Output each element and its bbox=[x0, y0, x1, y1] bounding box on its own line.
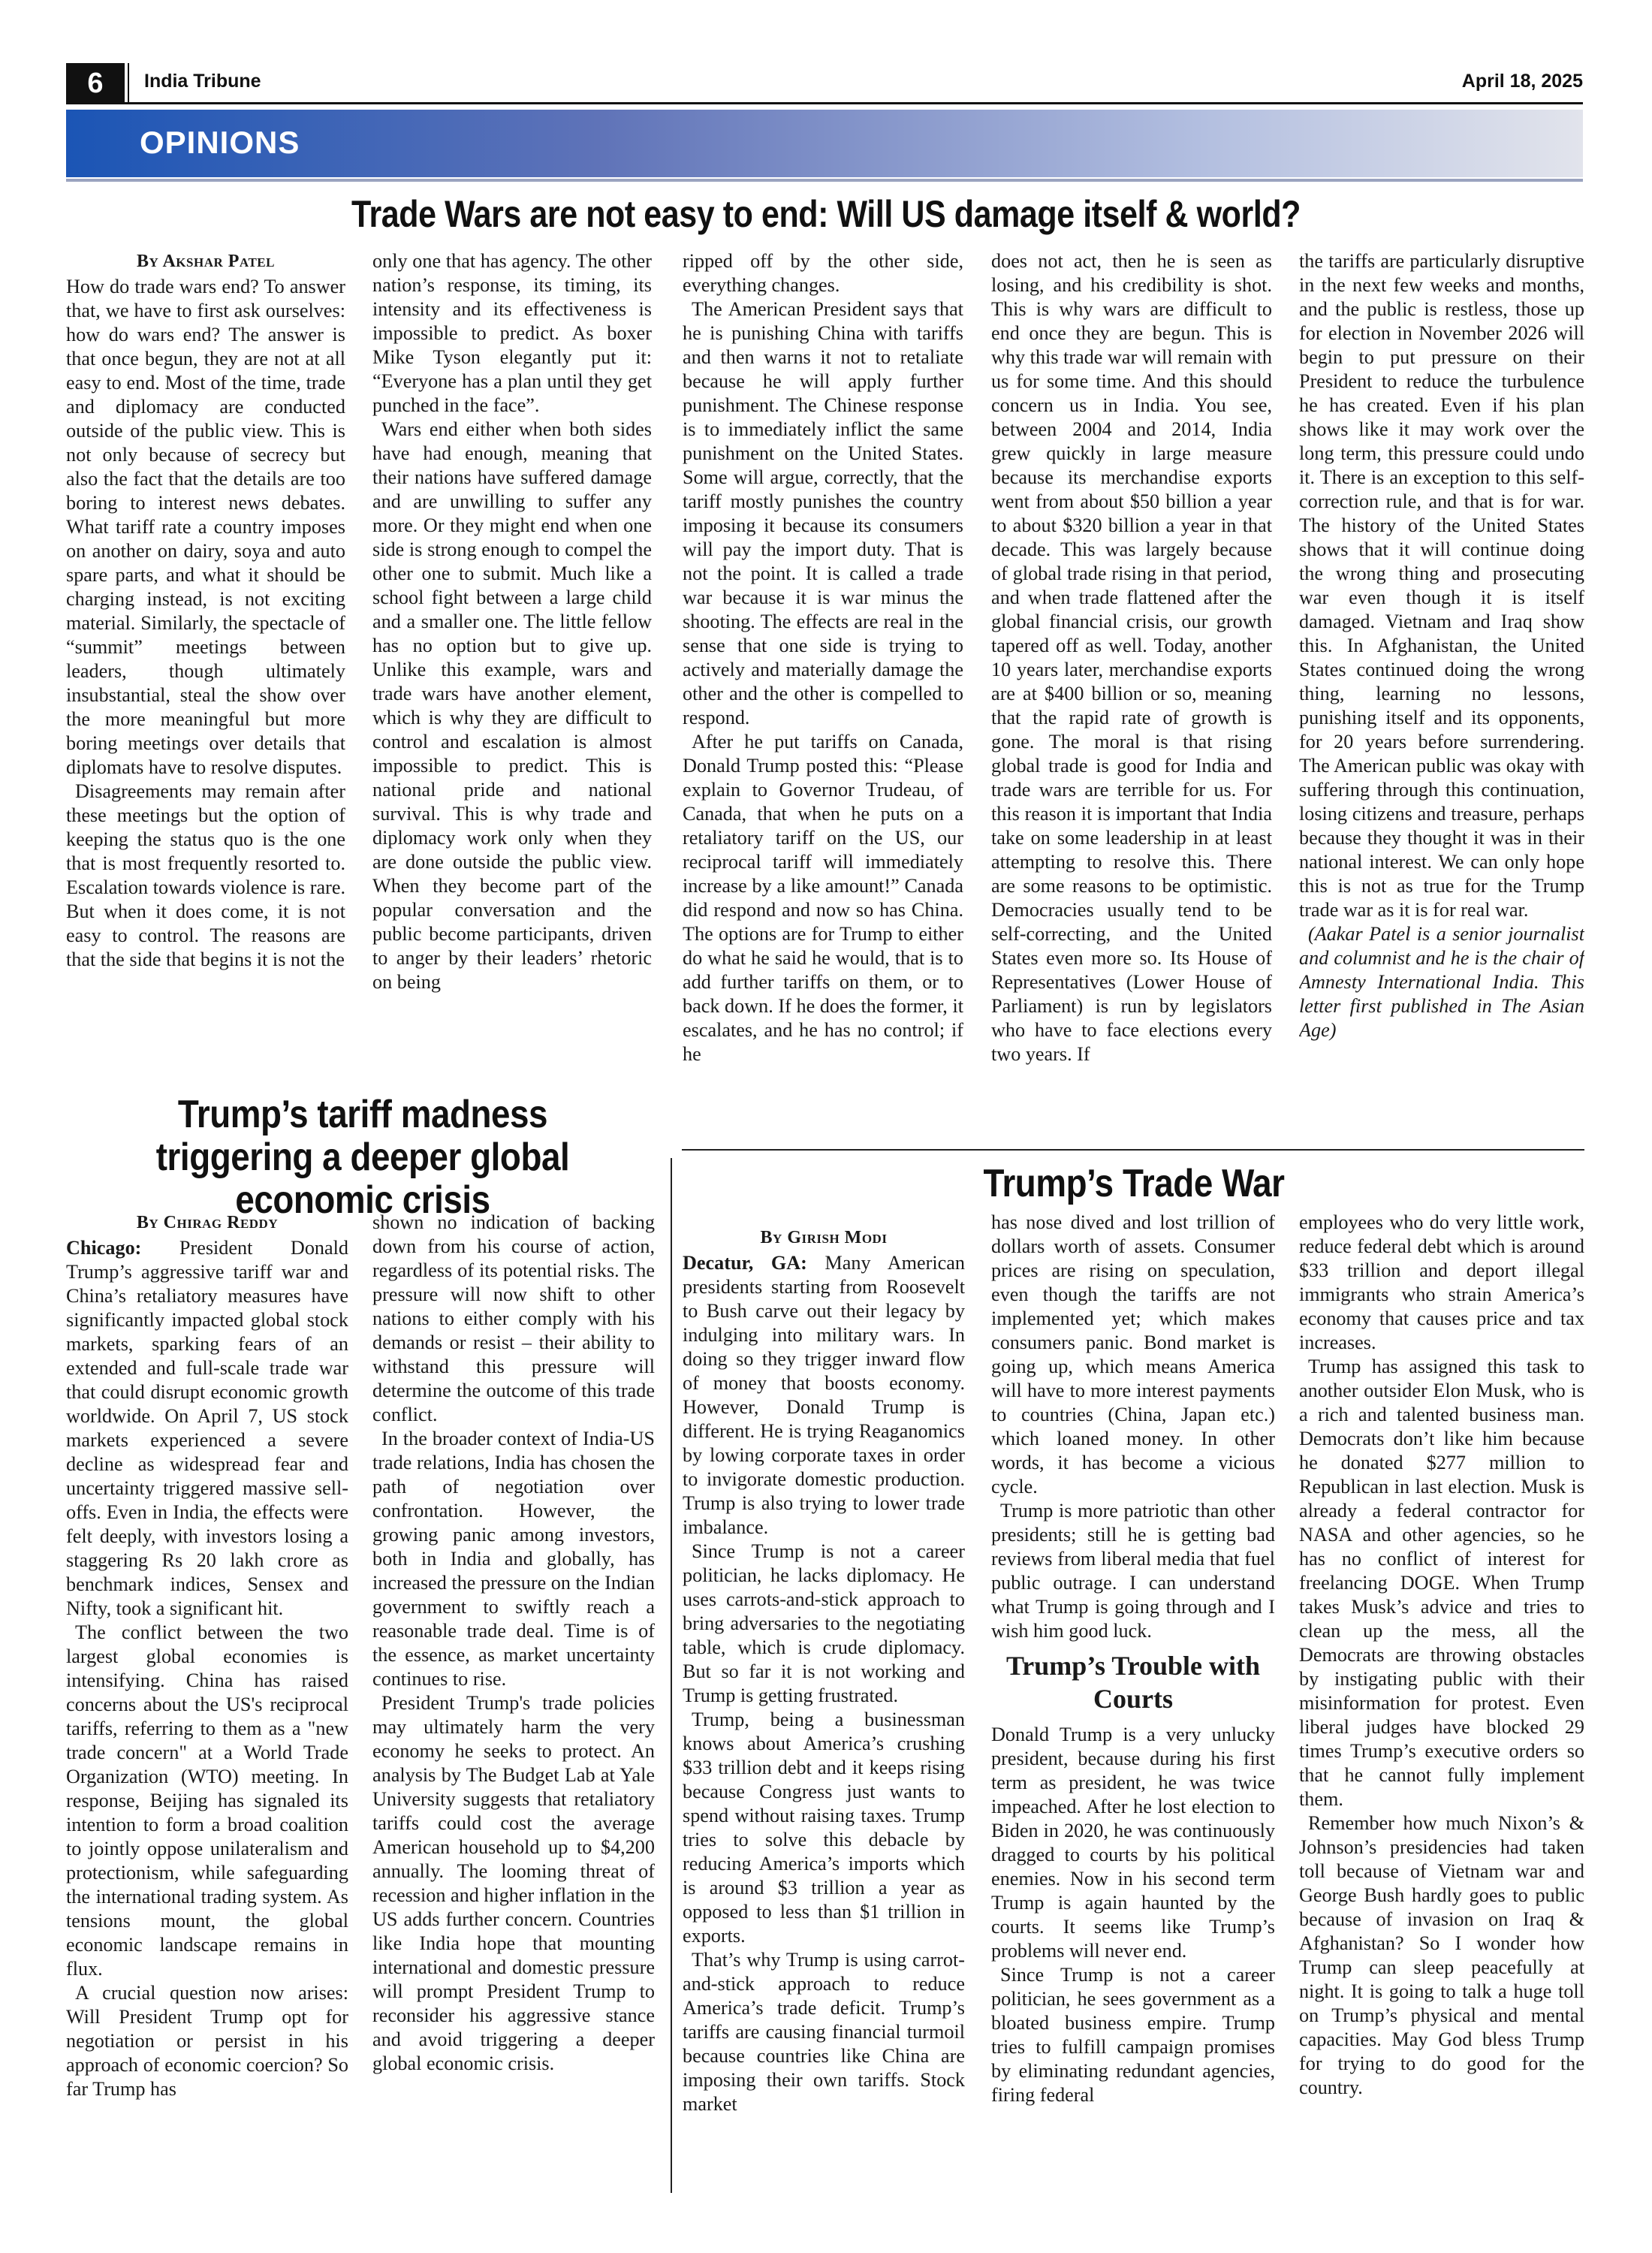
page-number: 6 bbox=[66, 63, 125, 104]
article1-byline: By Akshar Patel bbox=[137, 252, 275, 271]
article1-col5 bbox=[1299, 249, 1584, 1158]
article2-paragraph: President Trump's trade policies may ultimately harm the very economy he seeks to protect. An analysis by The Budget Lab at Yale University suggests that retaliatory tariffs could cost the average American household up to $4,200 annually. The looming threat of recession and higher inflation in the US adds further concern. Countries like India hope that mounting international and domestic pressure will prompt President Trump to reconsider his aggressive stance and avoid triggering a deeper global economic crisis. bbox=[372, 1692, 655, 2074]
article2-paragraph bbox=[66, 1236, 348, 1621]
section-divider bbox=[682, 1149, 1584, 1151]
article3-headline: Trump’s Trade War bbox=[983, 1162, 1285, 1205]
article3-col3 bbox=[1299, 1211, 1584, 2191]
article2-headline: Trump’s tariff madness triggering a deeper global economic crisis bbox=[155, 1093, 570, 1223]
article1-col1 bbox=[66, 249, 345, 1075]
article2-byline: By Chirag Reddy bbox=[136, 1213, 279, 1232]
article2-paragraph: shown no indication of backing down from his course of action, regardless of its potential risks. The pressure will now shift to other nations to either comply with his demands or resist – their ability to withstand this pressure will determine the outcome of this trade conflict. bbox=[372, 1211, 655, 1425]
author-note: (Aakar Patel is a senior journalist and columnist and he is the chair of Amnesty International India. This letter first published in The Asian Age) bbox=[1299, 923, 1584, 1041]
section-banner bbox=[66, 110, 1583, 177]
issue-date: April 18, 2025 bbox=[1461, 71, 1583, 92]
article1-col2 bbox=[372, 249, 652, 1075]
article3-col2 bbox=[991, 1211, 1275, 2191]
article1-paragraph: ripped off by the other side, everything changes. bbox=[683, 250, 963, 296]
article3-paragraph: has nose dived and lost trillion of dollars worth of assets. Consumer prices are rising on speculation, even though the tariffs are not implemented yet; which makes consumers panic. Bond market is going up, which means America will have to more interest payments to countries (China, Japan etc.) which loaned money. In other words, it has become a vicious cycle. bbox=[991, 1211, 1275, 1497]
article3-paragraph: Trump has assigned this task to another outsider Elon Musk, who is a rich and talented business man. Democrats don’t like him because he donated $277 million to Republican in last election. Musk is already a federal contractor for NASA and other agencies, so he has no conflict of interest for freelancing DOGE. When Trump takes Musk’s advice and tries to clean up the mess, all the Democrats are throwing obstacles by instigating public with their misinformation for protest. Even liberal judges have blocked 29 times Trump’s executive orders so that he cannot fully implement them. bbox=[1299, 1356, 1584, 1810]
article3-dateline: Decatur, GA: bbox=[683, 1252, 807, 1274]
article1-paragraph: does not act, then he is seen as losing, and his credibility is shot. This is why wars are difficult to end once they are begun. This is why this trade war will remain with us for some time. And this should concern us in India. You see, between 2004 and 2014, India grew quickly in large measure because its merchandise exports went from about $50 billion a year to about $320 billion a year in that decade. This was largely because of global trade rising in that period, and when trade flattened after the global financial crisis, our growth tapered off as well. Today, another 10 years later, merchandise exports are at $400 billion or so, meaning that the rapid rate of growth is gone. The moral is that rising global trade is good for India and trade wars are terrible for us. For this reason it is important that India take on some leadership in at least attempting to resolve this. There are some reasons to be optimistic. Democracies usually tend to be self-correcting, and the United States even more so. Its House of Representatives (Lower House of Parliament) is run by legislators who have to face elections every two years. If bbox=[991, 250, 1272, 1065]
article2-lead: President Donald Trump’s aggressive tariff war and China’s retaliatory measures have significantly impacted global stock markets, sparking fears of an extended and full-scale trade war that could disrupt economic growth worldwide. On April 7, US stock markets experienced a severe decline as widespread fear and uncertainty triggered massive sell-offs. Even in India, the effects were felt deeply, with investors losing a staggering Rs 20 lakh crore as benchmark indices, Sensex and Nifty, took a significant hit. bbox=[66, 1237, 348, 1619]
article3-paragraph: Trump is more patriotic than other presidents; still he is getting bad reviews from liberal media that fuel public outrage. I can understand what Trump is going through and I wish him good luck. bbox=[991, 1500, 1275, 1642]
article3-paragraph: employees who do very little work, reduce federal debt which is around $33 trillion and deport illegal immigrants who strain America’s economy that causes price and tax increases. bbox=[1299, 1211, 1584, 1353]
article1-paragraph: the tariffs are particularly disruptive in the next few weeks and months, and the public is restless, those up for election in November 2026 will begin to put pressure on their President to reduce the turbulence he has created. Even if his plan shows like it may work over the long term, this pressure could undo it. There is an exception to this self-correction rule, and that is for war. The history of the United States shows that it will continue doing the wrong thing and prosecuting war even though it is itself damaged. Vietnam and Iraq show this. In Afghanistan, the United States continued doing the wrong thing, learning no lessons, punishing itself and its opponents, for 20 years before surrendering. The American public was okay with suffering through this continuation, losing citizens and treasure, perhaps because they thought it was in their national interest. We can only hope this is not as true for the Trump trade war as it is for real war. bbox=[1299, 250, 1584, 921]
publication-name: India Tribune bbox=[144, 71, 261, 92]
article2-col1 bbox=[66, 1211, 348, 2187]
article3-lead: Many American presidents starting from Roosevelt to Bush carve out their legacy by indulging into military wars. In doing so they trigger inward flow of money that boosts economy. However, Donald Trump is different. He is trying Reaganomics by lowing corporate taxes in order to invigorate domestic production. Trump is also trying to lower trade imbalance. bbox=[683, 1252, 965, 1538]
article2-paragraph: The conflict between the two largest global economies is intensifying. China has raised concerns about the US's reciprocal tariffs, referring to them as a "new trade concern" at a World Trade Organization (WTO) meeting. In response, Beijing has signaled its intention to form a broad coalition to jointly oppose unilateralism and protectionism, while safeguarding the international trading system. As tensions mount, the global economic landscape remains in flux. bbox=[66, 1621, 348, 1980]
article1-col4 bbox=[991, 249, 1272, 1158]
article1-col3 bbox=[683, 249, 963, 1158]
article2-col2 bbox=[372, 1211, 655, 2187]
article1-paragraph: The American President says that he is punishing China with tariffs and then warns it not to retaliate because he will apply further punishment. The Chinese response is to immediately inflict the same punishment on the United States. Some will argue, correctly, that the tariff mostly punishes the country imposing it because its consumers will pay the import duty. That is not the point. It is called a trade war because it is war minus the shooting. The effects are real in the sense that one side is trying to actively and materially damage the other and the other is compelled to respond. bbox=[683, 298, 963, 728]
article3-subhead: Trump’s Trouble with Courts bbox=[1005, 1651, 1261, 1714]
article1-paragraph: Wars end either when both sides have had enough, meaning that their nations have suffered damage and are unwilling to suffer any more. Or they might end when one side is strong enough to compel the other one to submit. Much like a school fight between a large child and a smaller one. The little fellow has no option but to give up. Unlike this example, wars and trade wars have another element, which is why they are difficult to control and escalation is almost impossible to predict. This is national pride and national survival. This is why trade and diplomacy work only when they are done outside the public view. When they become part of the popular conversation and the public become participants, driven to anger by their leaders’ rhetoric on being bbox=[372, 418, 652, 993]
article3-paragraph: Since Trump is not a career politician, he lacks diplomacy. He uses carrots-and-stick approach to bring adversaries to the negotiating table, which is crude diplomacy. But so far it is not working and Trump is getting frustrated. bbox=[683, 1540, 965, 1706]
article1-paragraph: Disagreements may remain after these meetings but the option of keeping the status quo is the one that is most frequently resorted to. Escalation towards violence is rare. But when it does come, it is not easy to control. The reasons are that the side that begins it is not the bbox=[66, 780, 345, 970]
article2-dateline: Chicago: bbox=[66, 1237, 142, 1259]
article3-paragraph: Remember how much Nixon’s & Johnson’s presidencies had taken toll because of Vietnam war and George Bush hardly goes to public because of invasion on Iraq & Afghanistan? So I wonder how Trump can sleep peacefully at night. It is going to talk a huge toll on Trump’s physical and mental capacities. May God bless Trump for trying to do good for the country. bbox=[1299, 1812, 1584, 2098]
column-divider bbox=[671, 1158, 672, 2193]
article3-paragraph: Trump, being a businessman knows about America’s crushing $33 trillion debt and it keeps rising because Congress just wants to spend without raising taxes. Trump tries to solve this debacle by reducing America’s imports which is around $3 trillion a year as opposed to less than $1 trillion in exports. bbox=[683, 1709, 965, 1947]
article3-byline: By Girish Modi bbox=[760, 1228, 888, 1247]
article2-paragraph: A crucial question now arises: Will President Trump opt for negotiation or persist in his approach of economic coercion? So far Trump has bbox=[66, 1982, 348, 2100]
article1-paragraph: only one that has agency. The other nation’s response, its timing, its intensity and its effectiveness is impossible to predict. As boxer Mike Tyson elegantly put it: “Everyone has a plan until they get punched in the face”. bbox=[372, 250, 652, 416]
article2-paragraph: In the broader context of India-US trade relations, India has chosen the path of negotiation over confrontation. However, the growing panic among investors, both in India and globally, has increased the pressure on the Indian government to swiftly reach a reasonable trade deal. Time is of the essence, as market uncertainty continues to rise. bbox=[372, 1428, 655, 1690]
article3-paragraph bbox=[683, 1251, 965, 1540]
article1-paragraph: How do trade wars end? To answer that, we have to first ask ourselves: how do wars end? The answer is that once begun, they are not at all easy to end. Most of the time, trade and diplomacy are conducted outside of the public view. This is not only because of secrecy but also the fact that the details are too boring to interest news debates. What tariff rate a country imposes on another on dairy, soya and auto spare parts, and what it should be charging instead, is not exciting material. Similarly, the spectacle of “summit” meetings between leaders, though ultimately insubstantial, steal the show over the more meaningful but more boring meetings over details that diplomats have to resolve disputes. bbox=[66, 276, 345, 778]
article3-paragraph: Donald Trump is a very unlucky president, because during his first term as president, he was twice impeached. After he lost election to Biden in 2020, he was continuously dragged to courts by his political enemies. Now in his second term Trump is again haunted by the courts. It seems like Trump’s problems will never end. bbox=[991, 1724, 1275, 1962]
banner-rule bbox=[66, 179, 1583, 182]
section-label: OPINIONS bbox=[140, 125, 300, 160]
masthead-rule bbox=[66, 102, 1583, 104]
article3-paragraph: That’s why Trump is using carrot-and-stick approach to reduce America’s trade deficit. Trump’s tariffs are causing financial turmoil because countries like China are imposing their own tariffs. Stock market bbox=[683, 1949, 965, 2115]
article1-paragraph: After he put tariffs on Canada, Donald Trump posted this: “Please explain to Governor Trudeau, of Canada, that when he puts on a retaliatory tariff on the US, our reciprocal tariff will immediately increase by a like amount!” Canada did respond and now so has China. The options are for Trump to either do what he said he would, that is to add further tariffs on them, or to back down. If he does the former, it escalates, and he has no control; if he bbox=[683, 731, 963, 1065]
article3-paragraph: Since Trump is not a career politician, he sees government as a bloated business empire. Trump tries to fulfill campaign promises by eliminating redundant agencies, firing federal bbox=[991, 1964, 1275, 2106]
masthead-divider bbox=[128, 63, 129, 104]
article3-col1 bbox=[683, 1223, 965, 2191]
article1-headline: Trade Wars are not easy to end: Will US damage itself & world? bbox=[351, 193, 1301, 235]
